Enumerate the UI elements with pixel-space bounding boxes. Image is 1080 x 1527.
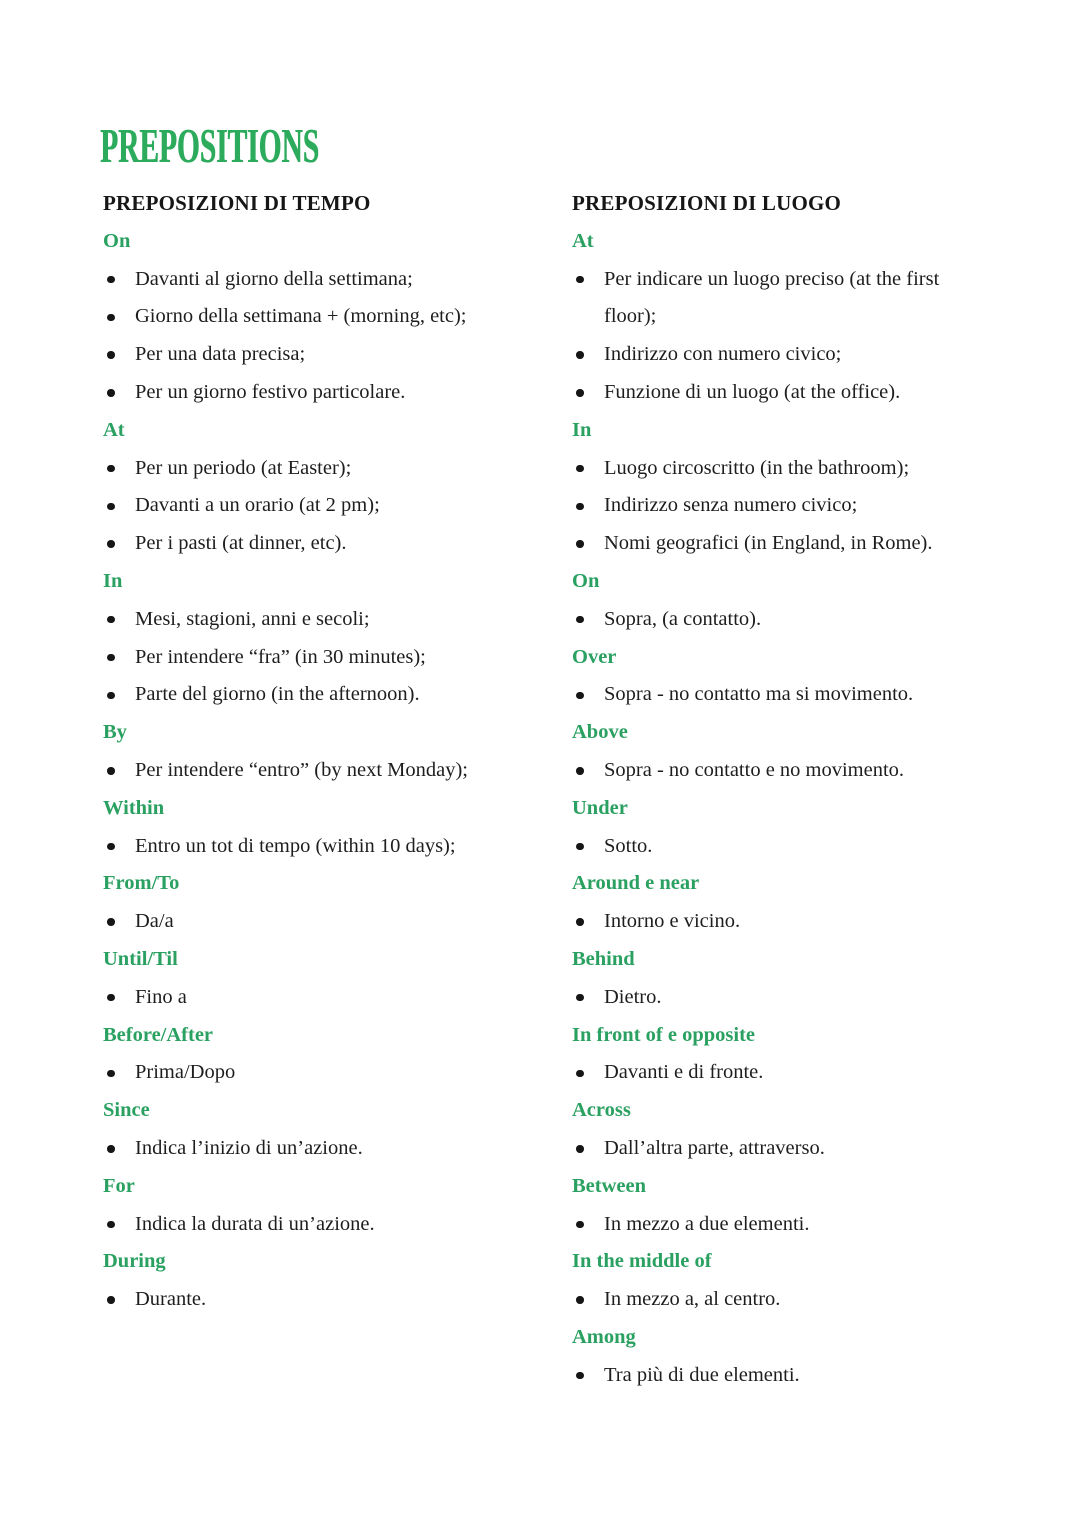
definition-item xyxy=(572,487,964,525)
definition-text: Sopra - no contatto ma si movimento. xyxy=(604,683,914,706)
definition-text: Intorno e vicino. xyxy=(604,910,741,933)
bullet-icon xyxy=(107,540,115,548)
bullet-icon xyxy=(576,1372,584,1380)
preposition-term: In front of e opposite xyxy=(572,1023,755,1046)
preposition-term: For xyxy=(103,1174,135,1197)
bullet-icon xyxy=(576,540,584,548)
bullet-icon xyxy=(107,654,115,662)
definition-item xyxy=(572,1281,964,1319)
definition-item xyxy=(103,828,513,866)
preposition-term: Since xyxy=(103,1099,150,1122)
definition-text: Indica l’inizio di un’azione. xyxy=(135,1136,363,1159)
bullet-icon xyxy=(107,1221,115,1229)
columns xyxy=(103,185,1009,1395)
preposition-term: Until/Til xyxy=(103,947,178,970)
definition-item xyxy=(103,1054,513,1092)
definition-item xyxy=(572,828,964,866)
bullet-icon xyxy=(107,351,115,359)
column-heading-luogo: PREPOSIZIONI DI LUOGO xyxy=(572,191,842,215)
bullet-icon xyxy=(107,692,115,700)
definition-item xyxy=(572,336,964,374)
column-body-tempo xyxy=(103,223,572,1319)
definition-text: Sotto. xyxy=(604,834,653,857)
bullet-icon xyxy=(576,1221,584,1229)
preposition-term: By xyxy=(103,721,127,744)
preposition-term: On xyxy=(572,569,600,592)
column-body-luogo xyxy=(572,223,1009,1395)
definition-text: Prima/Dopo xyxy=(135,1061,236,1084)
bullet-icon xyxy=(107,314,115,322)
definition-text: In mezzo a due elementi. xyxy=(604,1212,810,1235)
definition-text: Indirizzo con numero civico; xyxy=(604,343,842,366)
bullet-icon xyxy=(576,918,584,926)
definition-item xyxy=(103,676,513,714)
definition-item xyxy=(103,374,513,412)
definition-text: Sopra, (a contatto). xyxy=(604,607,762,630)
preposition-term: At xyxy=(103,418,125,441)
definition-item xyxy=(103,1130,513,1168)
definition-text: Dietro. xyxy=(604,985,662,1008)
definition-text: Durante. xyxy=(135,1288,207,1311)
definition-item xyxy=(103,979,513,1017)
preposition-term: Under xyxy=(572,796,628,819)
definition-text: Indica la durata di un’azione. xyxy=(135,1212,375,1235)
preposition-term: In xyxy=(103,569,123,592)
definition-text: Per intendere “fra” (in 30 minutes); xyxy=(135,645,426,668)
bullet-icon xyxy=(576,1070,584,1078)
definition-item xyxy=(572,374,964,412)
definition-item xyxy=(572,1054,964,1092)
definition-text: Tra più di due elementi. xyxy=(604,1363,800,1386)
definition-item xyxy=(572,1357,964,1395)
preposition-term: In the middle of xyxy=(572,1250,712,1273)
preposition-term: On xyxy=(103,229,131,252)
definition-text: Sopra - no contatto e no movimento. xyxy=(604,758,905,781)
preposition-term: Around e near xyxy=(572,872,700,895)
definition-text: Davanti al giorno della settimana; xyxy=(135,267,413,290)
bullet-icon xyxy=(107,1070,115,1078)
definition-text: In mezzo a, al centro. xyxy=(604,1288,781,1311)
bullet-icon xyxy=(576,843,584,851)
preposition-term: Before/After xyxy=(103,1023,214,1046)
bullet-icon xyxy=(576,1145,584,1153)
bullet-icon xyxy=(107,1296,115,1304)
definition-text: Davanti e di fronte. xyxy=(604,1061,764,1084)
definition-item xyxy=(103,487,513,525)
definition-item xyxy=(103,261,513,299)
definition-item xyxy=(103,1281,513,1319)
page-title: PREPOSITIONS xyxy=(100,118,319,173)
definition-text: Nomi geografici (in England, in Rome). xyxy=(604,532,933,555)
bullet-icon xyxy=(107,918,115,926)
bullet-icon xyxy=(576,389,584,397)
definition-item xyxy=(103,752,513,790)
definition-text: Indirizzo senza numero civico; xyxy=(604,494,858,517)
definition-item xyxy=(103,450,513,488)
definition-text: Dall’altra parte, attraverso. xyxy=(604,1136,825,1159)
definition-text: Per i pasti (at dinner, etc). xyxy=(135,532,347,555)
definition-text: Per un periodo (at Easter); xyxy=(135,456,352,479)
preposition-term: From/To xyxy=(103,872,180,895)
preposition-term: At xyxy=(572,229,594,252)
preposition-term: Within xyxy=(103,796,165,819)
bullet-icon xyxy=(576,692,584,700)
definition-item xyxy=(103,1206,513,1244)
definition-item xyxy=(103,298,513,336)
bullet-icon xyxy=(107,389,115,397)
preposition-term: Above xyxy=(572,721,628,744)
definition-item xyxy=(572,979,964,1017)
definition-item xyxy=(572,676,964,714)
definition-text: Per intendere “entro” (by next Monday); xyxy=(135,758,469,781)
definition-text: Entro un tot di tempo (within 10 days); xyxy=(135,834,456,857)
definition-item xyxy=(572,450,964,488)
definition-item xyxy=(103,639,513,677)
definition-text: Mesi, stagioni, anni e secoli; xyxy=(135,607,370,630)
definition-item xyxy=(103,601,513,639)
definition-item xyxy=(103,903,513,941)
definition-text: Funzione di un luogo (at the office). xyxy=(604,380,901,403)
definition-text: Fino a xyxy=(135,985,187,1008)
bullet-icon xyxy=(107,767,115,775)
preposition-term: Behind xyxy=(572,947,635,970)
bullet-icon xyxy=(107,503,115,511)
definition-item xyxy=(103,525,513,563)
preposition-term: Among xyxy=(572,1325,636,1348)
definition-text: Davanti a un orario (at 2 pm); xyxy=(135,494,380,517)
preposition-term: Across xyxy=(572,1099,631,1122)
definition-item xyxy=(572,525,964,563)
page-title-wrap xyxy=(100,118,465,173)
definition-text: Per un giorno festivo particolare. xyxy=(135,380,406,403)
definition-text: Parte del giorno (in the afternoon). xyxy=(135,683,420,706)
preposition-term: During xyxy=(103,1250,166,1273)
definition-item xyxy=(572,261,964,337)
bullet-icon xyxy=(576,767,584,775)
bullet-icon xyxy=(107,616,115,624)
bullet-icon xyxy=(107,1145,115,1153)
bullet-icon xyxy=(107,843,115,851)
bullet-icon xyxy=(576,276,584,284)
definition-item xyxy=(572,601,964,639)
bullet-icon xyxy=(107,994,115,1002)
definition-text: Luogo circoscritto (in the bathroom); xyxy=(604,456,910,479)
definition-text: Per indicare un luogo preciso (at the first floor); xyxy=(604,267,940,328)
preposition-term: Between xyxy=(572,1174,647,1197)
bullet-icon xyxy=(576,1296,584,1304)
definition-text: Giorno della settimana + (morning, etc); xyxy=(135,305,467,328)
bullet-icon xyxy=(576,351,584,359)
definition-item xyxy=(572,903,964,941)
preposition-term: Over xyxy=(572,645,617,668)
definition-item xyxy=(572,1130,964,1168)
definition-text: Per una data precisa; xyxy=(135,343,306,366)
column-prepositions-of-place xyxy=(572,185,1009,1395)
bullet-icon xyxy=(576,503,584,511)
definition-item xyxy=(572,752,964,790)
bullet-icon xyxy=(576,616,584,624)
bullet-icon xyxy=(107,465,115,473)
definition-text: Da/a xyxy=(135,910,174,933)
bullet-icon xyxy=(107,276,115,284)
bullet-icon xyxy=(576,465,584,473)
column-prepositions-of-time xyxy=(103,185,572,1319)
bullet-icon xyxy=(576,994,584,1002)
column-heading-tempo: PREPOSIZIONI DI TEMPO xyxy=(103,191,371,215)
preposition-term: In xyxy=(572,418,592,441)
definition-item xyxy=(103,336,513,374)
definition-item xyxy=(572,1206,964,1244)
